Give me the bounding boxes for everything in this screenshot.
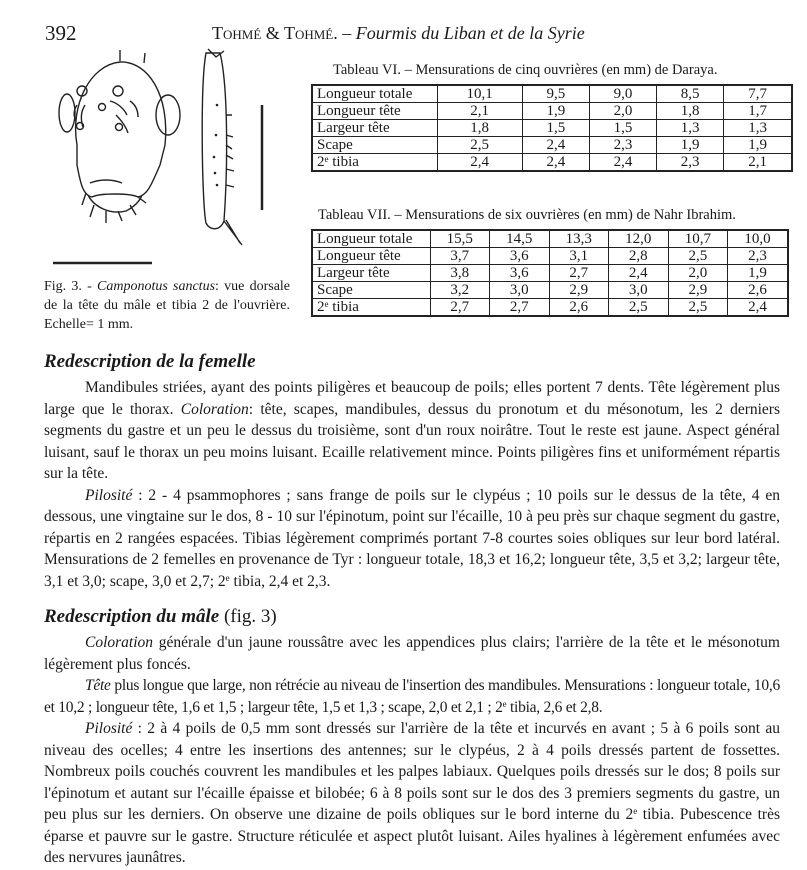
row-label: Largeur tête [312, 120, 437, 137]
table-cell: 15,5 [430, 230, 490, 248]
table-cell: 2,5 [609, 299, 669, 317]
table-cell: 12,0 [609, 230, 669, 248]
table-cell: 2,0 [589, 103, 656, 120]
male-paragraph-tete: Tête plus longue que large, non rétrécie au niveau de l'insertion des mandibules. Mensurations : longueur totale, 10,6 et 10,2 ; longueur tête, 1,6 et 1,5 ; largeur tête, 1,5 et 1,3 ; scape, 2,0 et 2,1 ; 2e tibia, 2,6 et 2,8. [44, 677, 780, 716]
tibia-icon [202, 49, 242, 245]
table-cell: 1,9 [657, 137, 724, 154]
running-head [212, 23, 585, 44]
table-cell: 3,1 [549, 248, 609, 265]
table-cell: 1,7 [724, 103, 792, 120]
table-cell: 2,6 [728, 282, 788, 299]
table-cell: 2,7 [430, 299, 490, 317]
authors: Tohmé & Tohmé. [212, 23, 338, 43]
row-label: Longueur tête [312, 248, 430, 265]
table-cell: 2,5 [668, 248, 728, 265]
table-cell: 2,1 [437, 103, 522, 120]
table-cell: 2,0 [668, 265, 728, 282]
table-cell: 2,7 [490, 299, 550, 317]
table6-title: Tableau VI. – Mensurations de cinq ouvrières (en mm) de Daraya. [333, 62, 718, 78]
table6 [311, 84, 793, 172]
table-cell: 2,1 [724, 154, 792, 172]
table-cell: 2,4 [437, 154, 522, 172]
table-row [312, 85, 792, 103]
table-cell: 2,4 [728, 299, 788, 317]
table7 [311, 229, 789, 317]
figure-3-drawing [30, 45, 295, 275]
table-cell: 2,3 [657, 154, 724, 172]
male-paragraph-pilosite: Pilosité : 2 à 4 poils de 0,5 mm sont dressés sur l'arrière de la tête et incurvés en avant ; 5 à 6 poils sont au niveau des ocelles; 4 entre les insertions des antennes; sur le clypéus, 2 à 4 poils dressés partent de fossettes. Nombreux poils couchés couvrent les mandibules et les palpes labiaux. Quelques poils dressés sur le dos; 8 poils sur l'épinotum et autant sur l'écaille épaisse et bilobée; 6 à 8 poils sont sur le dos des 3 premiers segments du gastre, un peu plus sur les derniers. On observe une dizaine de poils obliques sur le bord interne du 2e tibia. Pubescence très éparse et pauvre sur le gastre. Structure réticulée et aspect plutôt luisant. Ailes hyalines à légèrement enfumées avec des nervures jaunâtres. [44, 720, 781, 866]
journal-title: Fourmis du Liban et de la Syrie [355, 23, 585, 43]
row-label: Largeur tête [312, 265, 430, 282]
row-label: Scape [312, 137, 437, 154]
row-label: Longueur totale [312, 230, 430, 248]
page-number: 392 [45, 21, 77, 45]
section-heading-male: Redescription du mâle (fig. 3) [44, 606, 277, 627]
male-paragraph-coloration: Coloration générale d'un jaune roussâtre avec les appendices plus clairs; l'arrière de la tête et le mésonotum légèrement plus foncés. [44, 634, 780, 673]
table-cell: 1,9 [522, 103, 589, 120]
row-label: Scape [312, 282, 430, 299]
table-cell: 1,9 [728, 265, 788, 282]
table-cell: 1,3 [657, 120, 724, 137]
table-cell: 3,2 [430, 282, 490, 299]
ant-head-icon [59, 50, 180, 223]
female-description [44, 377, 780, 592]
table-cell: 2,9 [668, 282, 728, 299]
table-row [312, 282, 788, 299]
table-row [312, 154, 792, 172]
table-cell: 1,8 [657, 103, 724, 120]
table-cell: 1,3 [724, 120, 792, 137]
table-cell: 3,8 [430, 265, 490, 282]
table-cell: 2,8 [609, 248, 669, 265]
table-row [312, 230, 788, 248]
table-row [312, 120, 792, 137]
row-label: Longueur totale [312, 85, 437, 103]
table-row [312, 137, 792, 154]
female-paragraph-1: Mandibules striées, ayant des points piligères et beaucoup de poils; elles portent 7 dents. Tête légèrement plus large que le thorax. Coloration: tête, scapes, mandibules, dessus du pronotum et du mésonotum, les 2 derniers segments du gastre et un peu le dessus du troisième, sont d'un roux noirâtre. Tout le reste est jaune. Aspect général luisant, sauf le thorax un peu moins luisant. Ecaille relativement mince. Points piligères fins et uniformément répartis sur la tête. [44, 379, 780, 482]
table-cell: 3,0 [609, 282, 669, 299]
table-cell: 10,7 [668, 230, 728, 248]
table-cell: 2,3 [728, 248, 788, 265]
table-cell: 2,4 [522, 137, 589, 154]
table-cell: 2,7 [549, 265, 609, 282]
table-cell: 3,0 [490, 282, 550, 299]
table-cell: 1,5 [522, 120, 589, 137]
female-paragraph-pilosite: Pilosité : 2 - 4 psammophores ; sans frange de poils sur le clypéus ; 10 poils sur le dessus de la tête, 4 en dessous, une vingtaine sur le dos, 8 - 10 sur l'épinotum, point sur l'écaille, 10 à peu près sur chaque segment du gastre, répartis en 2 rangées espacées. Tibias légèrement comprimés portant 7-8 courtes soies obliques sur leur bord latéral. Mensurations de 2 femelles en provenance de Tyr : longueur totale, 18,3 et 16,2; longueur tête, 3,5 et 3,2; largeur tête, 3,1 et 3,0; scape, 3,0 et 2,7; 2e tibia, 2,4 et 2,3. [44, 486, 780, 590]
table-cell: 1,5 [589, 120, 656, 137]
species-name: Camponotus sanctus [97, 279, 216, 294]
table-row [312, 265, 788, 282]
table-cell: 1,8 [437, 120, 522, 137]
table-cell: 14,5 [490, 230, 550, 248]
table-cell: 2,5 [437, 137, 522, 154]
section-heading-female: Redescription de la femelle [44, 351, 256, 372]
table-cell: 2,4 [589, 154, 656, 172]
male-description [44, 632, 780, 869]
table7-title: Tableau VII. – Mensurations de six ouvrières (en mm) de Nahr Ibrahim. [318, 207, 736, 223]
table-cell: 2,4 [609, 265, 669, 282]
table-row [312, 103, 792, 120]
table-cell: 2,9 [549, 282, 609, 299]
figure-caption: Fig. 3. - Camponotus sanctus: vue dorsale de la tête du mâle et tibia 2 de l'ouvrière. Echelle= 1 mm. [44, 279, 291, 332]
table-cell: 10,0 [728, 230, 788, 248]
table-cell: 2,3 [589, 137, 656, 154]
row-label: 2e tibia [312, 154, 437, 172]
table-cell: 1,9 [724, 137, 792, 154]
table-cell: 3,6 [490, 248, 550, 265]
table-cell: 2,6 [549, 299, 609, 317]
table-cell: 2,5 [668, 299, 728, 317]
separator: – [337, 23, 356, 43]
table-cell: 9,0 [589, 85, 656, 103]
row-label: 2e tibia [312, 299, 430, 317]
table-row [312, 248, 788, 265]
table-row [312, 299, 788, 317]
table-cell: 2,4 [522, 154, 589, 172]
table-cell: 3,6 [490, 265, 550, 282]
table-cell: 3,7 [430, 248, 490, 265]
table-cell: 10,1 [437, 85, 522, 103]
table-cell: 13,3 [549, 230, 609, 248]
table-cell: 7,7 [724, 85, 792, 103]
table-cell: 9,5 [522, 85, 589, 103]
row-label: Longueur tête [312, 103, 437, 120]
table-cell: 8,5 [657, 85, 724, 103]
